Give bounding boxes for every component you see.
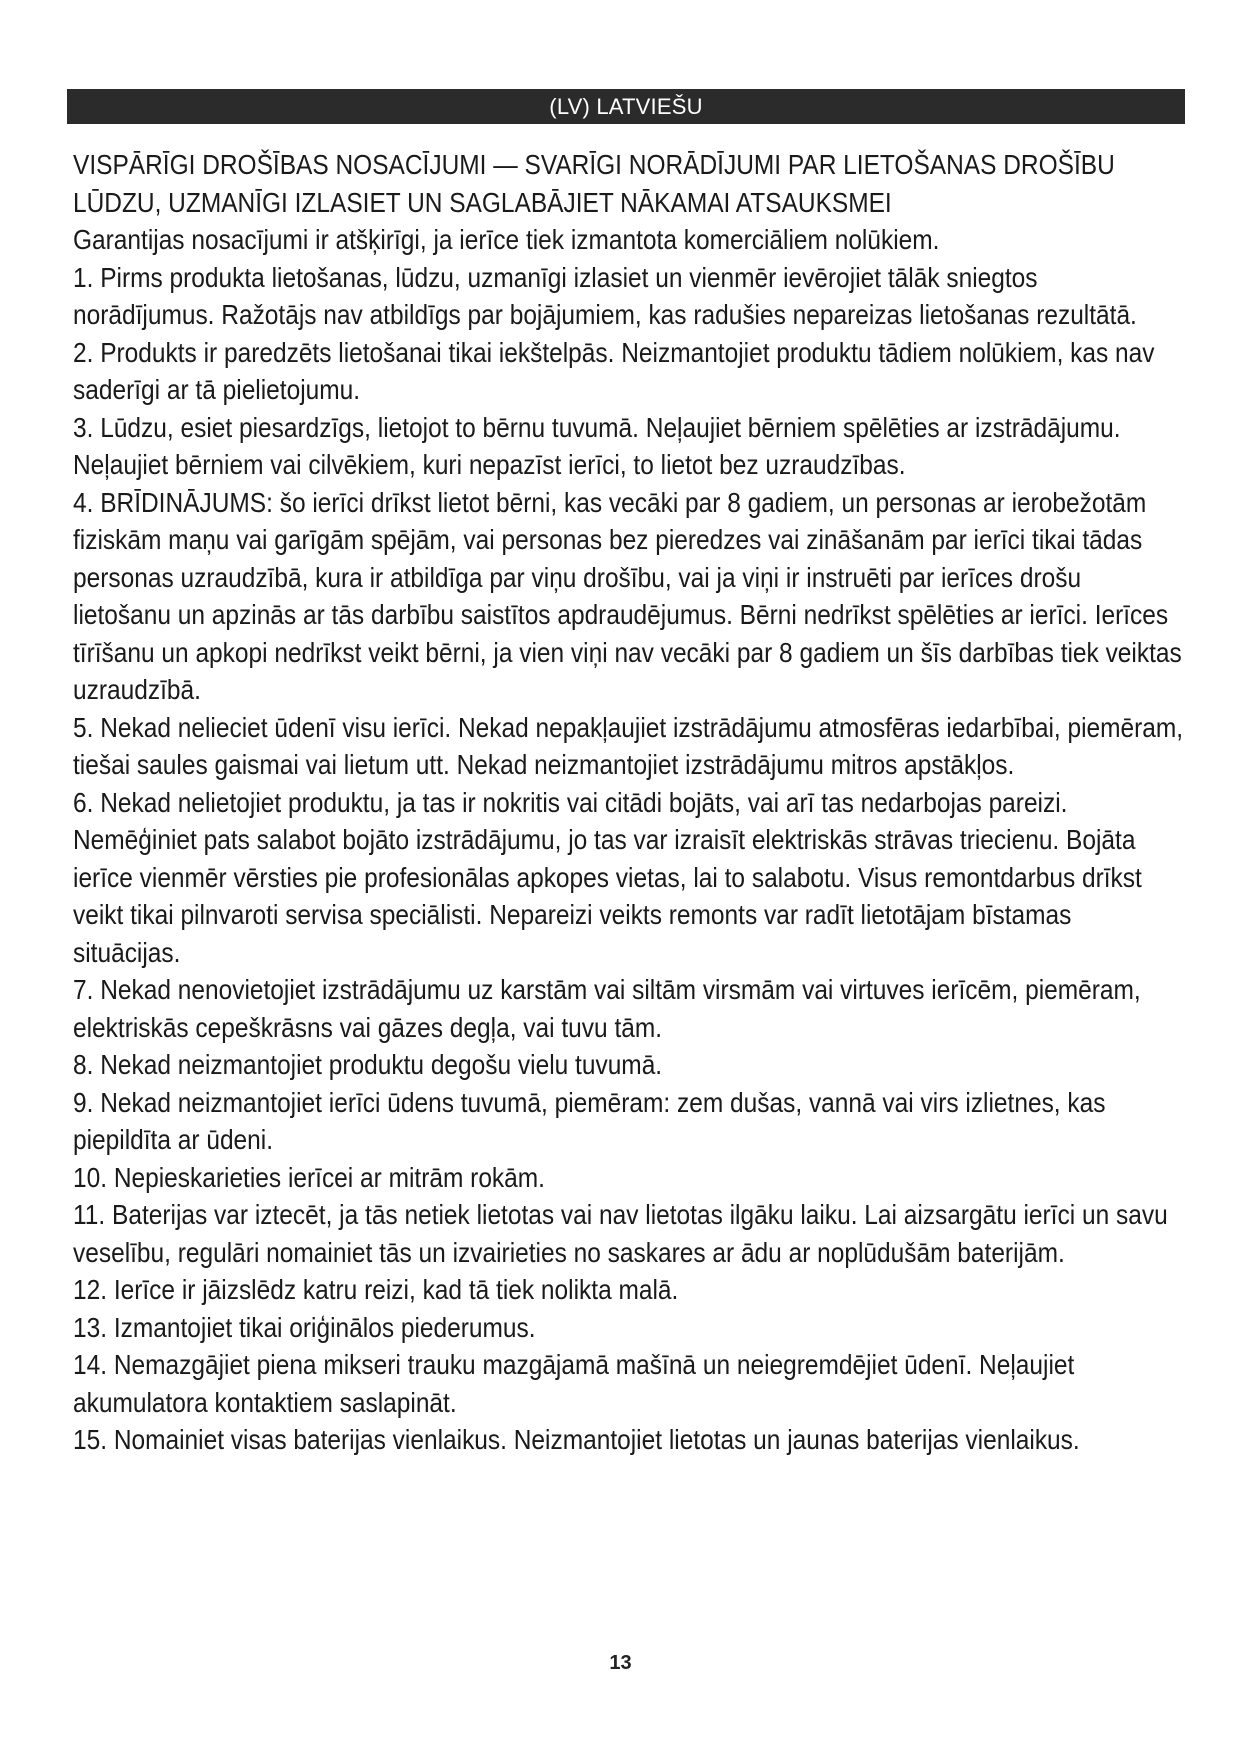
instruction-item-5: 5. Nekad nelieciet ūdenī visu ierīci. Nekad nepakļaujiet izstrādājumu atmosfēras iedarbībai, piemēram, tiešai saules gaismai vai lietum utt. Nekad neizmantojiet izstrādājumu mitros apstākļos. <box>73 711 1184 780</box>
section-subtitle: LŪDZU, UZMANĪGI IZLASIET UN SAGLABĀJIET NĀKAMAI ATSAUKSMEI <box>73 186 892 218</box>
instruction-item-6: 6. Nekad nelietojiet produktu, ja tas ir nokritis vai citādi bojāts, vai arī tas nedarbojas pareizi. Nemēģiniet pats salabot bojāto izstrādājumu, jo tas var izraisīt elektriskās strāvas triecienu. Bojāta ierīce vienmēr vērsties pie profesionālas apkopes vietas, lai to salabotu. Visus remontdarbus drīkst veikt tikai pilnvaroti servisa speciālisti. Nepareizi veikts remonts var radīt lietotājam bīstamas situācijas. <box>73 786 1142 968</box>
page-number: 13 <box>609 1652 632 1674</box>
instruction-item-3: 3. Lūdzu, esiet piesardzīgs, lietojot to bērnu tuvumā. Neļaujiet bērniem spēlēties ar izstrādājumu. Neļaujiet bērniem vai cilvēkiem, kuri nepazīst ierīci, to lietot bez uzraudzības. <box>73 411 1121 480</box>
instruction-item-2: 2. Produkts ir paredzēts lietošanai tikai iekštelpās. Neizmantojiet produktu tādiem nolūkiem, kas nav saderīgi ar tā pielietojumu. <box>73 336 1155 405</box>
instruction-item-10: 10. Nepieskarieties ierīcei ar mitrām rokām. <box>73 1161 545 1193</box>
safety-instructions <box>73 146 1186 1459</box>
instruction-item-7: 7. Nekad nenovietojiet izstrādājumu uz karstām vai siltām virsmām vai virtuves ierīcēm, piemēram, elektriskās cepeškrāsns vai gāzes degļa, vai tuvu tām. <box>73 974 1141 1043</box>
instruction-item-13: 13. Izmantojiet tikai oriģinālos piederumus. <box>73 1311 536 1343</box>
instruction-item-14: 14. Nemazgājiet piena mikseri trauku mazgājamā mašīnā un neiegremdējiet ūdenī. Neļaujiet akumulatora kontaktiem saslapināt. <box>73 1349 1075 1418</box>
language-label: (LV) LATVIEŠU <box>549 94 703 119</box>
instruction-item-15: 15. Nomainiet visas baterijas vienlaikus. Neizmantojiet lietotas un jaunas baterijas vienlaikus. <box>73 1424 1080 1455</box>
instruction-item-1: 1. Pirms produkta lietošanas, lūdzu, uzmanīgi izlasiet un vienmēr ievērojiet tālāk sniegtos norādījumus. Ražotājs nav atbildīgs par bojājumiem, kas radušies nepareizas lietošanas rezultātā. <box>73 261 1137 330</box>
instruction-item-11: 11. Baterijas var iztecēt, ja tās netiek lietotas vai nav lietotas ilgāku laiku. Lai aizsargātu ierīci un savu veselību, regulāri nomainiet tās un izvairieties no saskares ar ādu ar noplūdušām baterijām. <box>73 1199 1168 1268</box>
language-header-bar <box>67 89 1185 124</box>
warranty-note: Garantijas nosacījumi ir atšķirīgi, ja ierīce tiek izmantota komerciāliem nolūkiem. <box>73 224 940 255</box>
instruction-item-4: 4. BRĪDINĀJUMS: šo ierīci drīkst lietot bērni, kas vecāki par 8 gadiem, un personas ar ierobežotām fiziskām maņu vai garīgām spējām, vai personas bez pieredzes vai zināšanām par ierīci tikai tādas personas uzraudzībā, kura ir atbildīga par viņu drošību, vai ja viņi ir instruēti par ierīces drošu lietošanu un apzinās ar tās darbību saistītos apdraudējumus. Bērni nedrīkst spēlēties ar ierīci. Ierīces tīrīšanu un apkopi nedrīkst veikt bērni, ja vien viņi nav vecāki par 8 gadiem un šīs darbības tiek veiktas uzraudzībā. <box>73 486 1182 705</box>
instruction-item-8: 8. Nekad neizmantojiet produktu degošu vielu tuvumā. <box>73 1049 663 1080</box>
instruction-item-9: 9. Nekad neizmantojiet ierīci ūdens tuvumā, piemēram: zem dušas, vannā vai virs izlietnes, kas piepildīta ar ūdeni. <box>73 1086 1106 1155</box>
section-title: VISPĀRĪGI DROŠĪBAS NOSACĪJUMI — SVARĪGI NORĀDĪJUMI PAR LIETOŠANAS DROŠĪBU <box>73 149 1115 180</box>
instruction-item-12: 12. Ierīce ir jāizslēdz katru reizi, kad tā tiek nolikta malā. <box>73 1274 679 1305</box>
